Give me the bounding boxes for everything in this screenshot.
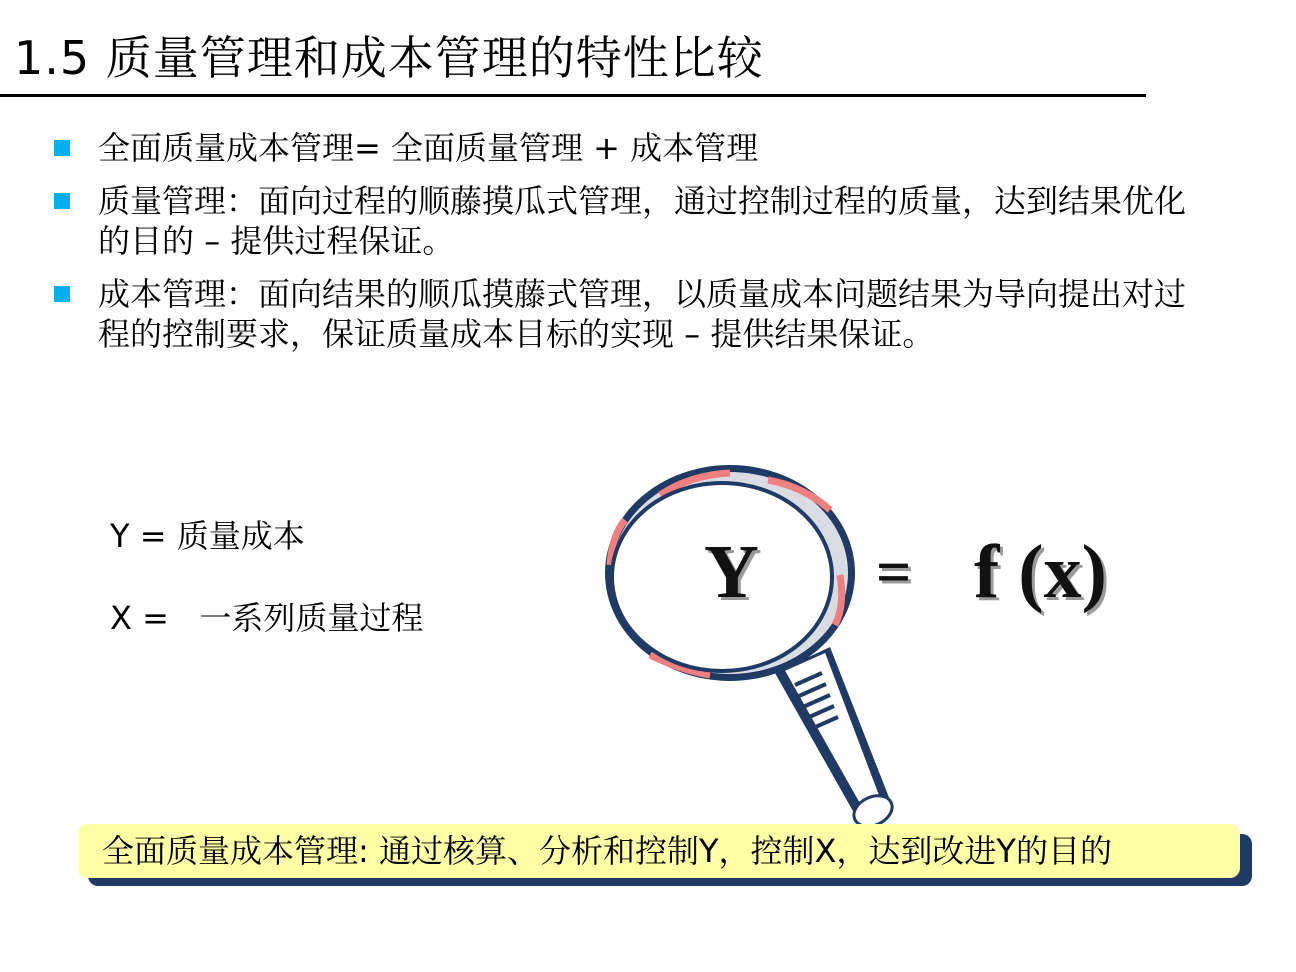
- bullet-item-1: [50, 128, 1200, 168]
- magnifier-handle: [775, 647, 897, 832]
- magnifying-glass-icon: [590, 455, 910, 845]
- formula-y: Y: [704, 530, 759, 614]
- bullet-square-icon: [54, 286, 70, 302]
- bullet-list: [50, 128, 1200, 367]
- definition-x: X = 一系列质量过程: [110, 599, 424, 637]
- title-divider: [0, 94, 1146, 97]
- slide-title: 1.5 质量管理和成本管理的特性比较: [14, 31, 764, 85]
- bullet-text-3: 成本管理：面向结果的顺瓜摸藤式管理，以质量成本问题结果为导向提出对过程的控制要求，保证质量成本目标的实现 – 提供结果保证。: [98, 275, 1187, 353]
- bullet-item-3: [50, 274, 1200, 354]
- formula-equals: =: [876, 539, 912, 607]
- bullet-text-2: 质量管理：面向过程的顺藤摸瓜式管理，通过控制过程的质量，达到结果优化的目的 – 提供过程保证。: [98, 182, 1187, 260]
- bullet-square-icon: [54, 193, 70, 209]
- bullet-text-1: 全面质量成本管理= 全面质量管理 + 成本管理: [98, 129, 759, 167]
- bullet-item-2: [50, 181, 1200, 261]
- definition-y: Y = 质量成本: [110, 517, 305, 555]
- bullet-square-icon: [54, 140, 70, 156]
- summary-banner: 全面质量成本管理: 通过核算、分析和控制Y，控制X，达到改进Y的目的: [78, 824, 1240, 878]
- formula-function: f (x): [974, 530, 1107, 614]
